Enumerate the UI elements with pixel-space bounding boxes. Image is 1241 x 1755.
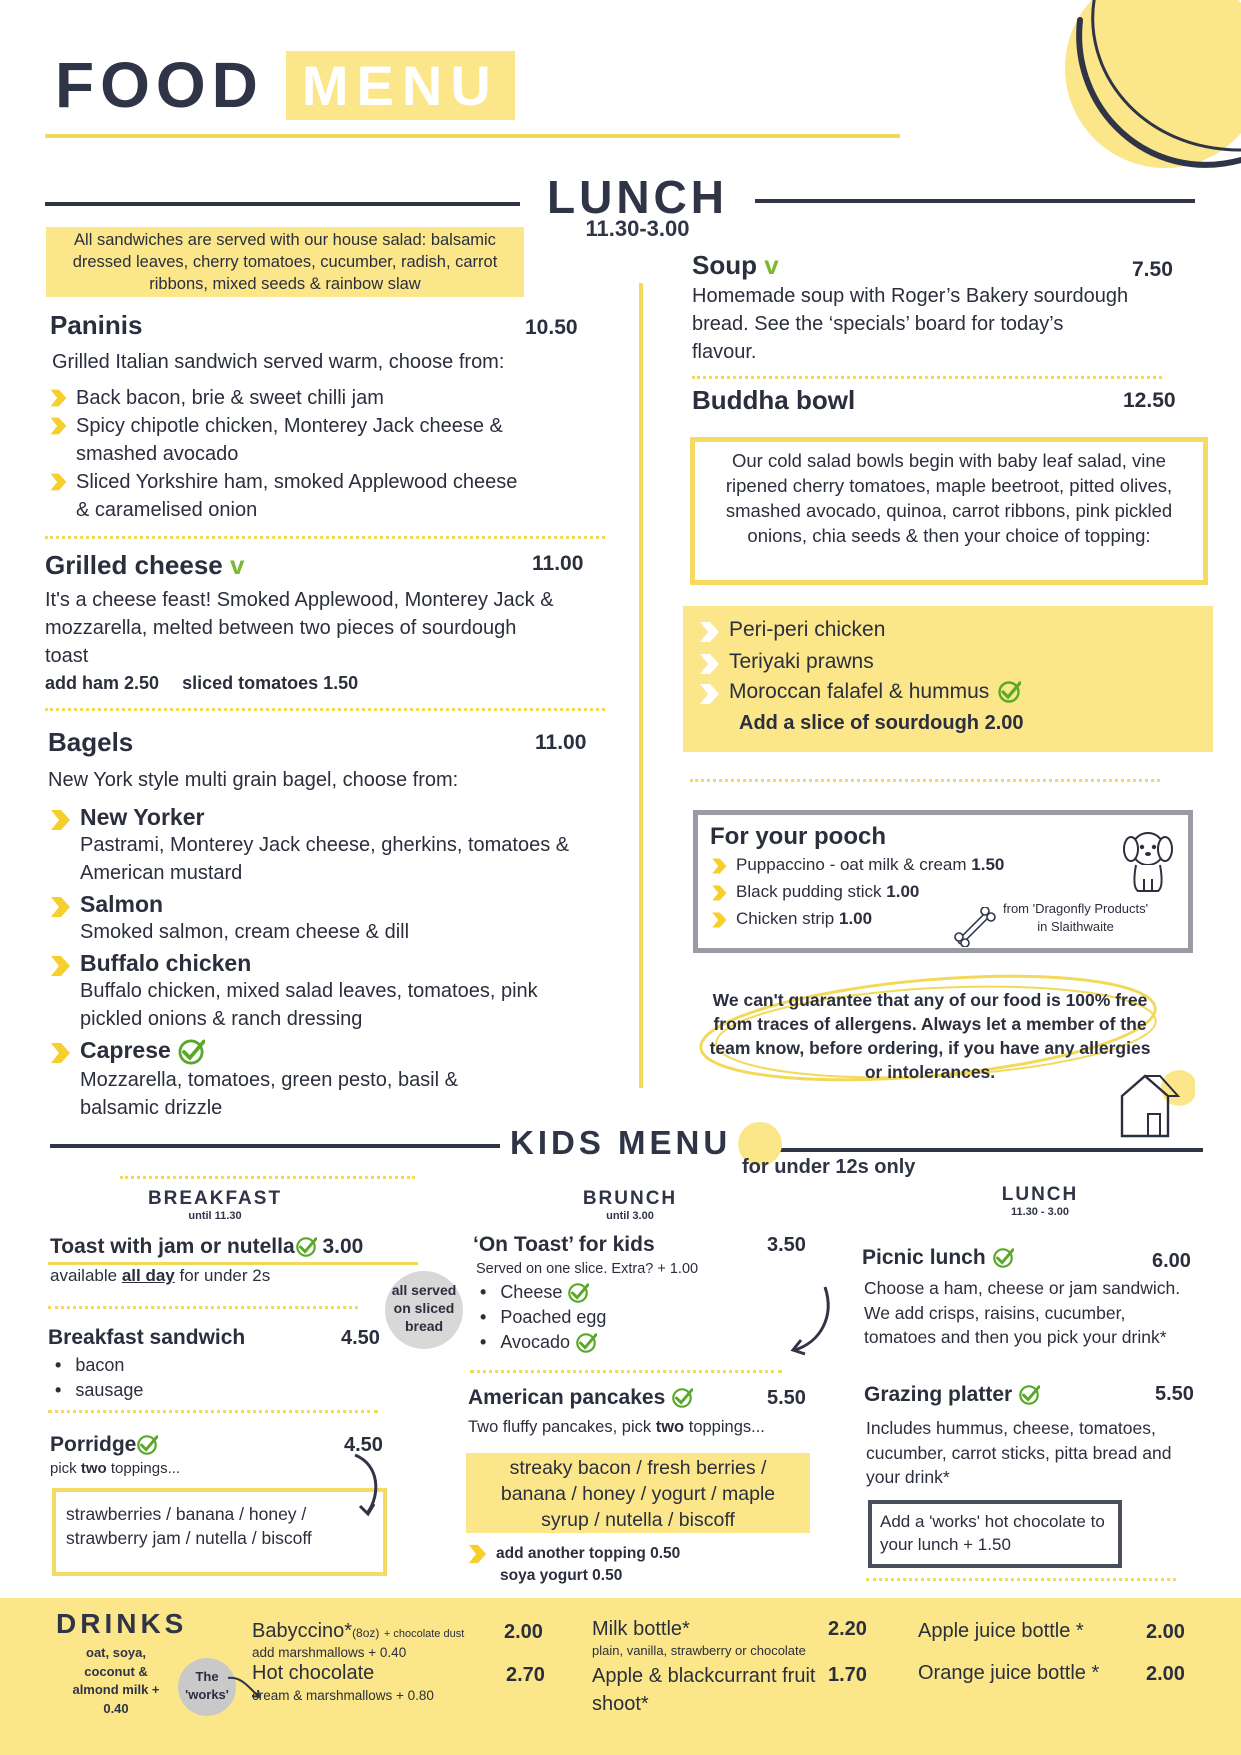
kids-picnic-title: Picnic lunch bbox=[862, 1246, 1014, 1270]
kids-grazing-title: Grazing platter bbox=[864, 1383, 1040, 1407]
kids-pancakes-extras: add another topping 0.50 soya yogurt 0.50 bbox=[466, 1543, 680, 1587]
list-item: New Yorker Pastrami, Monterey Jack cheese, gherkins, tomatoes & American mustard bbox=[48, 804, 608, 887]
lunch-rule-right bbox=[755, 199, 1195, 203]
list-item: • bacon bbox=[55, 1353, 143, 1378]
kids-porridge-title: Porridge bbox=[50, 1433, 158, 1457]
kids-on-toast-list bbox=[480, 1280, 606, 1355]
kids-breakfast-header: BREAKFAST until 11.30 bbox=[147, 1188, 283, 1222]
kids-on-toast-price: 3.50 bbox=[767, 1234, 806, 1256]
divider bbox=[692, 376, 1162, 379]
vegetarian-badge: v bbox=[764, 250, 779, 280]
sliced-bread-badge: all served on sliced bread bbox=[385, 1271, 463, 1349]
list-item: Caprese Mozzarella, tomatoes, green pesto, basil & balsamic drizzle bbox=[48, 1037, 608, 1122]
grilled-cheese-title: Grilled cheese v bbox=[45, 550, 245, 580]
buddha-price: 12.50 bbox=[1123, 389, 1176, 412]
fruit-shoot-price: 1.70 bbox=[828, 1664, 867, 1686]
kids-porridge-toppings: strawberries / banana / honey / strawberry jam / nutella / biscoff bbox=[52, 1488, 387, 1576]
kids-on-toast-title: ‘On Toast’ for kids bbox=[473, 1233, 655, 1256]
kids-picnic-price: 6.00 bbox=[1152, 1250, 1191, 1272]
bagels-desc: New York style multi grain bagel, choose from: bbox=[48, 769, 459, 791]
title-menu: MENU bbox=[286, 51, 515, 120]
kids-picnic-desc: Choose a ham, cheese or jam sandwich. We add crisps, raisins, cucumber, tomatoes and then you pick your drink* bbox=[864, 1278, 1181, 1347]
list-item: Spicy chipotle chicken, Monterey Jack cheese & smashed avocado bbox=[48, 412, 603, 468]
soup-title: Soup v bbox=[692, 250, 779, 280]
list-item: Black pudding stick 1.00 bbox=[710, 882, 1176, 902]
vegan-check-icon bbox=[295, 1236, 317, 1258]
bone-icon bbox=[953, 907, 997, 947]
kids-grazing-price: 5.50 bbox=[1155, 1383, 1194, 1405]
kids-toast-note: available all day for under 2s bbox=[50, 1266, 271, 1285]
buddha-title: Buddha bowl bbox=[692, 385, 856, 415]
list-item: Puppaccino - oat milk & cream 1.50 bbox=[710, 855, 1176, 875]
kids-lunch-header: LUNCH 11.30 - 3.00 bbox=[1001, 1184, 1079, 1218]
kids-on-toast-note: Served on one slice. Extra? + 1.00 bbox=[476, 1261, 699, 1277]
list-item: • sausage bbox=[55, 1378, 143, 1403]
divider bbox=[48, 1410, 378, 1413]
list-item: • Cheese bbox=[480, 1280, 606, 1305]
list-item: Teriyaki prawns bbox=[697, 648, 1199, 676]
kids-breakfast-sandwich-price: 4.50 bbox=[341, 1327, 380, 1349]
list-item: Peri-peri chicken bbox=[697, 616, 1199, 644]
list-item: Sliced Yorkshire ham, smoked Applewood cheese & caramelised onion bbox=[48, 468, 603, 524]
kids-brunch-header: BRUNCH until 3.00 bbox=[582, 1188, 678, 1222]
bagels-price: 11.00 bbox=[535, 731, 587, 754]
milk-bottle-sub: plain, vanilla, strawberry or chocolate bbox=[592, 1643, 806, 1658]
kids-grazing-desc: Includes hummus, cheese, tomatoes, cucumber, carrot sticks, pitta bread and your drink* bbox=[866, 1418, 1172, 1487]
divider bbox=[690, 779, 1160, 782]
vegan-check-icon bbox=[177, 1038, 205, 1066]
allergen-note: We can't guarantee that any of our food is 100% free from traces of allergens. Always let a member of the team know, before ordering, if you have any allergies or intolerances. bbox=[709, 990, 1151, 1082]
works-badge: The 'works' bbox=[178, 1658, 236, 1716]
curved-arrow-icon bbox=[785, 1282, 835, 1357]
salad-note: All sandwiches are served with our house salad: balsamic dressed leaves, cherry tomatoes, cucumber, radish, carrot ribbons, mixed seeds & rainbow slaw bbox=[46, 227, 524, 297]
lunch-rule-left bbox=[45, 202, 520, 206]
chevron-bullet-icon bbox=[48, 472, 68, 492]
vegan-check-icon bbox=[575, 1332, 597, 1354]
divider bbox=[866, 1578, 1176, 1581]
divider bbox=[45, 708, 605, 711]
list-item: Moroccan falafel & hummus bbox=[697, 678, 1199, 706]
chevron-bullet-icon bbox=[697, 620, 721, 644]
divider bbox=[120, 1176, 415, 1179]
hot-chocolate: Hot chocolate bbox=[252, 1662, 375, 1684]
list-item: Chicken strip 1.00 bbox=[710, 909, 1176, 929]
lunch-title: LUNCH bbox=[547, 171, 728, 223]
pooch-title: For your pooch bbox=[710, 823, 886, 850]
chevron-bullet-icon bbox=[48, 808, 72, 832]
chevron-bullet-icon bbox=[48, 1041, 72, 1065]
soup-desc: Homemade soup with Roger’s Bakery sourdough bread. See the ‘specials’ board for today’s flavour. bbox=[692, 285, 1129, 363]
paninis-desc: Grilled Italian sandwich served warm, choose from: bbox=[52, 351, 505, 373]
paninis-title: Paninis bbox=[50, 310, 143, 340]
decorative-circle bbox=[1030, 0, 1241, 190]
chevron-bullet-icon bbox=[710, 884, 728, 902]
vegan-check-icon bbox=[992, 1247, 1014, 1269]
house-icon bbox=[1115, 1068, 1195, 1138]
vegan-check-icon bbox=[671, 1387, 693, 1409]
divider bbox=[470, 1370, 782, 1373]
hot-chocolate-price: 2.70 bbox=[506, 1664, 545, 1686]
divider bbox=[45, 536, 605, 539]
vegan-check-icon bbox=[567, 1282, 589, 1304]
babyccino-sub: add marshmallows + 0.40 bbox=[252, 1645, 407, 1660]
grilled-cheese-desc: It's a cheese feast! Smoked Applewood, Monterey Jack & mozzarella, melted between two pieces of sourdough toast bbox=[45, 589, 554, 667]
bagel-options bbox=[48, 804, 608, 1122]
title-food: FOOD bbox=[55, 49, 264, 121]
kids-toast-line bbox=[48, 1262, 418, 1265]
list-item: • Poached egg bbox=[480, 1305, 606, 1330]
grilled-cheese-extras: add ham 2.50 sliced tomatoes 1.50 bbox=[45, 673, 359, 693]
vegetarian-badge: v bbox=[230, 550, 245, 580]
chevron-bullet-icon bbox=[48, 388, 68, 408]
orange-juice-price: 2.00 bbox=[1146, 1663, 1185, 1685]
curved-arrow-icon bbox=[350, 1450, 390, 1520]
buddha-toppings bbox=[683, 606, 1213, 752]
lunch-hours: 11.30-3.00 bbox=[585, 216, 690, 241]
list-item: • Avocado bbox=[480, 1330, 606, 1355]
chevron-bullet-icon bbox=[697, 682, 721, 706]
divider bbox=[48, 1306, 358, 1309]
babyccino: Babyccino*(8oz) + chocolate dust bbox=[252, 1620, 465, 1642]
buddha-desc: Our cold salad bowls begin with baby leaf salad, vine ripened cherry tomatoes, maple beetroot, pitted olives, smashed avocado, quinoa, carrot ribbons, pink pickled onions, chia seeds & then your choice of topping: bbox=[690, 437, 1208, 585]
kids-rule-left bbox=[50, 1144, 500, 1148]
soup-price: 7.50 bbox=[1132, 258, 1173, 281]
vegan-check-icon bbox=[136, 1434, 158, 1456]
dog-icon bbox=[1118, 825, 1178, 895]
kids-pancakes-note: Two fluffy pancakes, pick two toppings... bbox=[468, 1418, 765, 1436]
header-underline bbox=[45, 134, 900, 138]
chevron-bullet-icon bbox=[48, 895, 72, 919]
vegan-check-icon bbox=[997, 680, 1021, 704]
apple-juice: Apple juice bottle * bbox=[918, 1620, 1084, 1642]
list-item: Back bacon, brie & sweet chilli jam bbox=[48, 384, 603, 412]
chevron-bullet-icon bbox=[466, 1543, 488, 1565]
chevron-bullet-icon bbox=[697, 652, 721, 676]
kids-porridge-price: 4.50 bbox=[344, 1434, 383, 1456]
drinks-milk-note: oat, soya, coconut & almond milk + 0.40 bbox=[72, 1645, 160, 1716]
bagels-title: Bagels bbox=[48, 727, 134, 757]
apple-juice-price: 2.00 bbox=[1146, 1621, 1185, 1643]
pooch-box bbox=[693, 810, 1193, 953]
kids-pancakes-title: American pancakes bbox=[468, 1386, 693, 1410]
kids-title: KIDS MENU bbox=[510, 1124, 732, 1161]
kids-pancakes-price: 5.50 bbox=[767, 1387, 806, 1409]
fruit-shoot: Apple & blackcurrant fruit shoot* bbox=[592, 1665, 816, 1715]
orange-juice: Orange juice bottle * bbox=[918, 1662, 1100, 1684]
chevron-bullet-icon bbox=[48, 416, 68, 436]
page-title bbox=[55, 48, 515, 122]
babyccino-price: 2.00 bbox=[504, 1621, 543, 1643]
kids-breakfast-sandwich-title: Breakfast sandwich bbox=[48, 1326, 246, 1349]
milk-bottle-price: 2.20 bbox=[828, 1618, 867, 1640]
list-item: Buffalo chicken Buffalo chicken, mixed salad leaves, tomatoes, pink pickled onions & ranch dressing bbox=[48, 950, 608, 1033]
list-item: Salmon Smoked salmon, cream cheese & dill bbox=[48, 891, 608, 946]
chevron-bullet-icon bbox=[48, 954, 72, 978]
milk-bottle: Milk bottle* bbox=[592, 1618, 690, 1640]
kids-subtitle: for under 12s only bbox=[742, 1156, 916, 1178]
chevron-bullet-icon bbox=[710, 911, 728, 929]
chevron-bullet-icon bbox=[710, 857, 728, 875]
hot-chocolate-sub: cream & marshmallows + 0.80 bbox=[252, 1688, 434, 1703]
kids-rule-right bbox=[755, 1148, 1203, 1152]
grilled-cheese-price: 11.00 bbox=[532, 552, 584, 575]
vegan-check-icon bbox=[1018, 1384, 1040, 1406]
kids-works-box: Add a 'works' hot chocolate to your lunch + 1.50 bbox=[868, 1500, 1122, 1568]
pooch-source: from 'Dragonfly Products' in Slaithwaite bbox=[1003, 901, 1149, 934]
kids-pancakes-toppings: streaky bacon / fresh berries / banana / honey / yogurt / maple syrup / nutella / biscoff bbox=[466, 1453, 810, 1533]
buddha-extra: Add a slice of sourdough 2.00 bbox=[739, 712, 1024, 734]
paninis-price: 10.50 bbox=[525, 316, 578, 339]
paninis-options bbox=[48, 384, 603, 524]
column-divider bbox=[639, 283, 643, 1088]
kids-porridge-note: pick two toppings... bbox=[50, 1460, 181, 1477]
kids-breakfast-sandwich-list bbox=[55, 1353, 143, 1403]
drinks-title: DRINKS bbox=[56, 1608, 188, 1639]
kids-toast-title: Toast with jam or nutella 3.00 bbox=[50, 1235, 364, 1258]
